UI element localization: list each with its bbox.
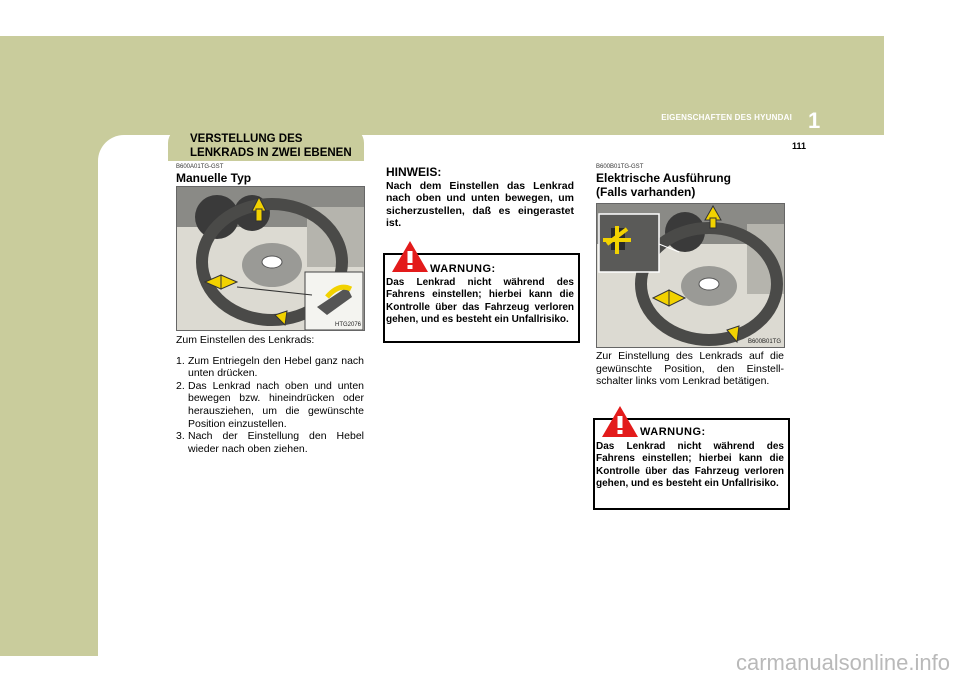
note-title: HINWEIS: xyxy=(386,165,442,179)
steering-wheel-illustration xyxy=(177,187,364,330)
electric-heading-line2: (Falls varhanden) xyxy=(596,185,696,199)
section-title xyxy=(190,132,365,160)
chapter-title: EIGENSCHAFTEN DES HYUNDAI xyxy=(661,113,792,122)
watermark: carmanualsonline.info xyxy=(735,650,950,675)
note-text: Nach dem Einstellen das Lenkrad nach oben und unten bewegen, um sicherzustellen, daß es eingerastet ist. xyxy=(386,180,574,229)
manual-intro: Zum Einstellen des Lenkrads: xyxy=(176,334,315,346)
manual-steps xyxy=(176,355,364,456)
electric-steering-photo xyxy=(596,203,785,348)
steering-wheel-illustration xyxy=(597,204,784,347)
warning-title-1: WARNUNG: xyxy=(430,263,496,275)
electric-heading xyxy=(596,171,731,199)
manual-steering-photo xyxy=(176,186,365,331)
electric-image-label: B600B01TG xyxy=(747,339,781,345)
manual-code: B600A01TG-GST xyxy=(176,164,224,170)
section-title-line2: LENKRADS IN ZWEI EBENEN xyxy=(190,147,352,159)
manual-heading: Manuelle Typ xyxy=(176,171,252,185)
section-title-line1: VERSTELLUNG DES xyxy=(190,133,303,145)
list-item: 3. Nach der Einstellung den Hebel wieder nach oben ziehen. xyxy=(176,430,364,455)
manual-instructions xyxy=(176,334,364,455)
warning-text-2: Das Lenkrad nicht während des Fahrens einstellen; hierbei kann die Kontrolle über das Fahrzeug verloren gehen, und es besteht ein Unfallrisiko. xyxy=(596,441,784,489)
list-item: 2. Das Lenkrad nach oben und unten bewegen bzw. hineindrücken oder herausziehen, um die gewünschte Position einzustellen. xyxy=(176,379,364,430)
electric-code: B600B01TG-GST xyxy=(596,164,644,170)
electric-heading-line1: Elektrische Ausführung xyxy=(596,171,731,185)
warning-title-2: WARNUNG: xyxy=(640,426,706,438)
chapter-number: 1 xyxy=(808,108,821,133)
list-item: 1. Zum Entriegeln den Hebel ganz nach unten drücken. xyxy=(176,354,364,380)
warning-triangle-icon xyxy=(391,240,429,273)
electric-text: Zur Einstellung des Lenkrads auf die gewünschte Position, den Einstell-schalter links vom Lenkrad betätigen. xyxy=(596,350,784,388)
warning-triangle-icon xyxy=(601,405,639,438)
manual-image-label: HTG2076 xyxy=(334,322,361,328)
warning-text-1: Das Lenkrad nicht während des Fahrens einstellen; hierbei kann die Kontrolle über das Fahrzeug verloren gehen, und es besteht ein Unfallrisiko. xyxy=(386,277,574,325)
page-number: 111 xyxy=(792,141,807,151)
